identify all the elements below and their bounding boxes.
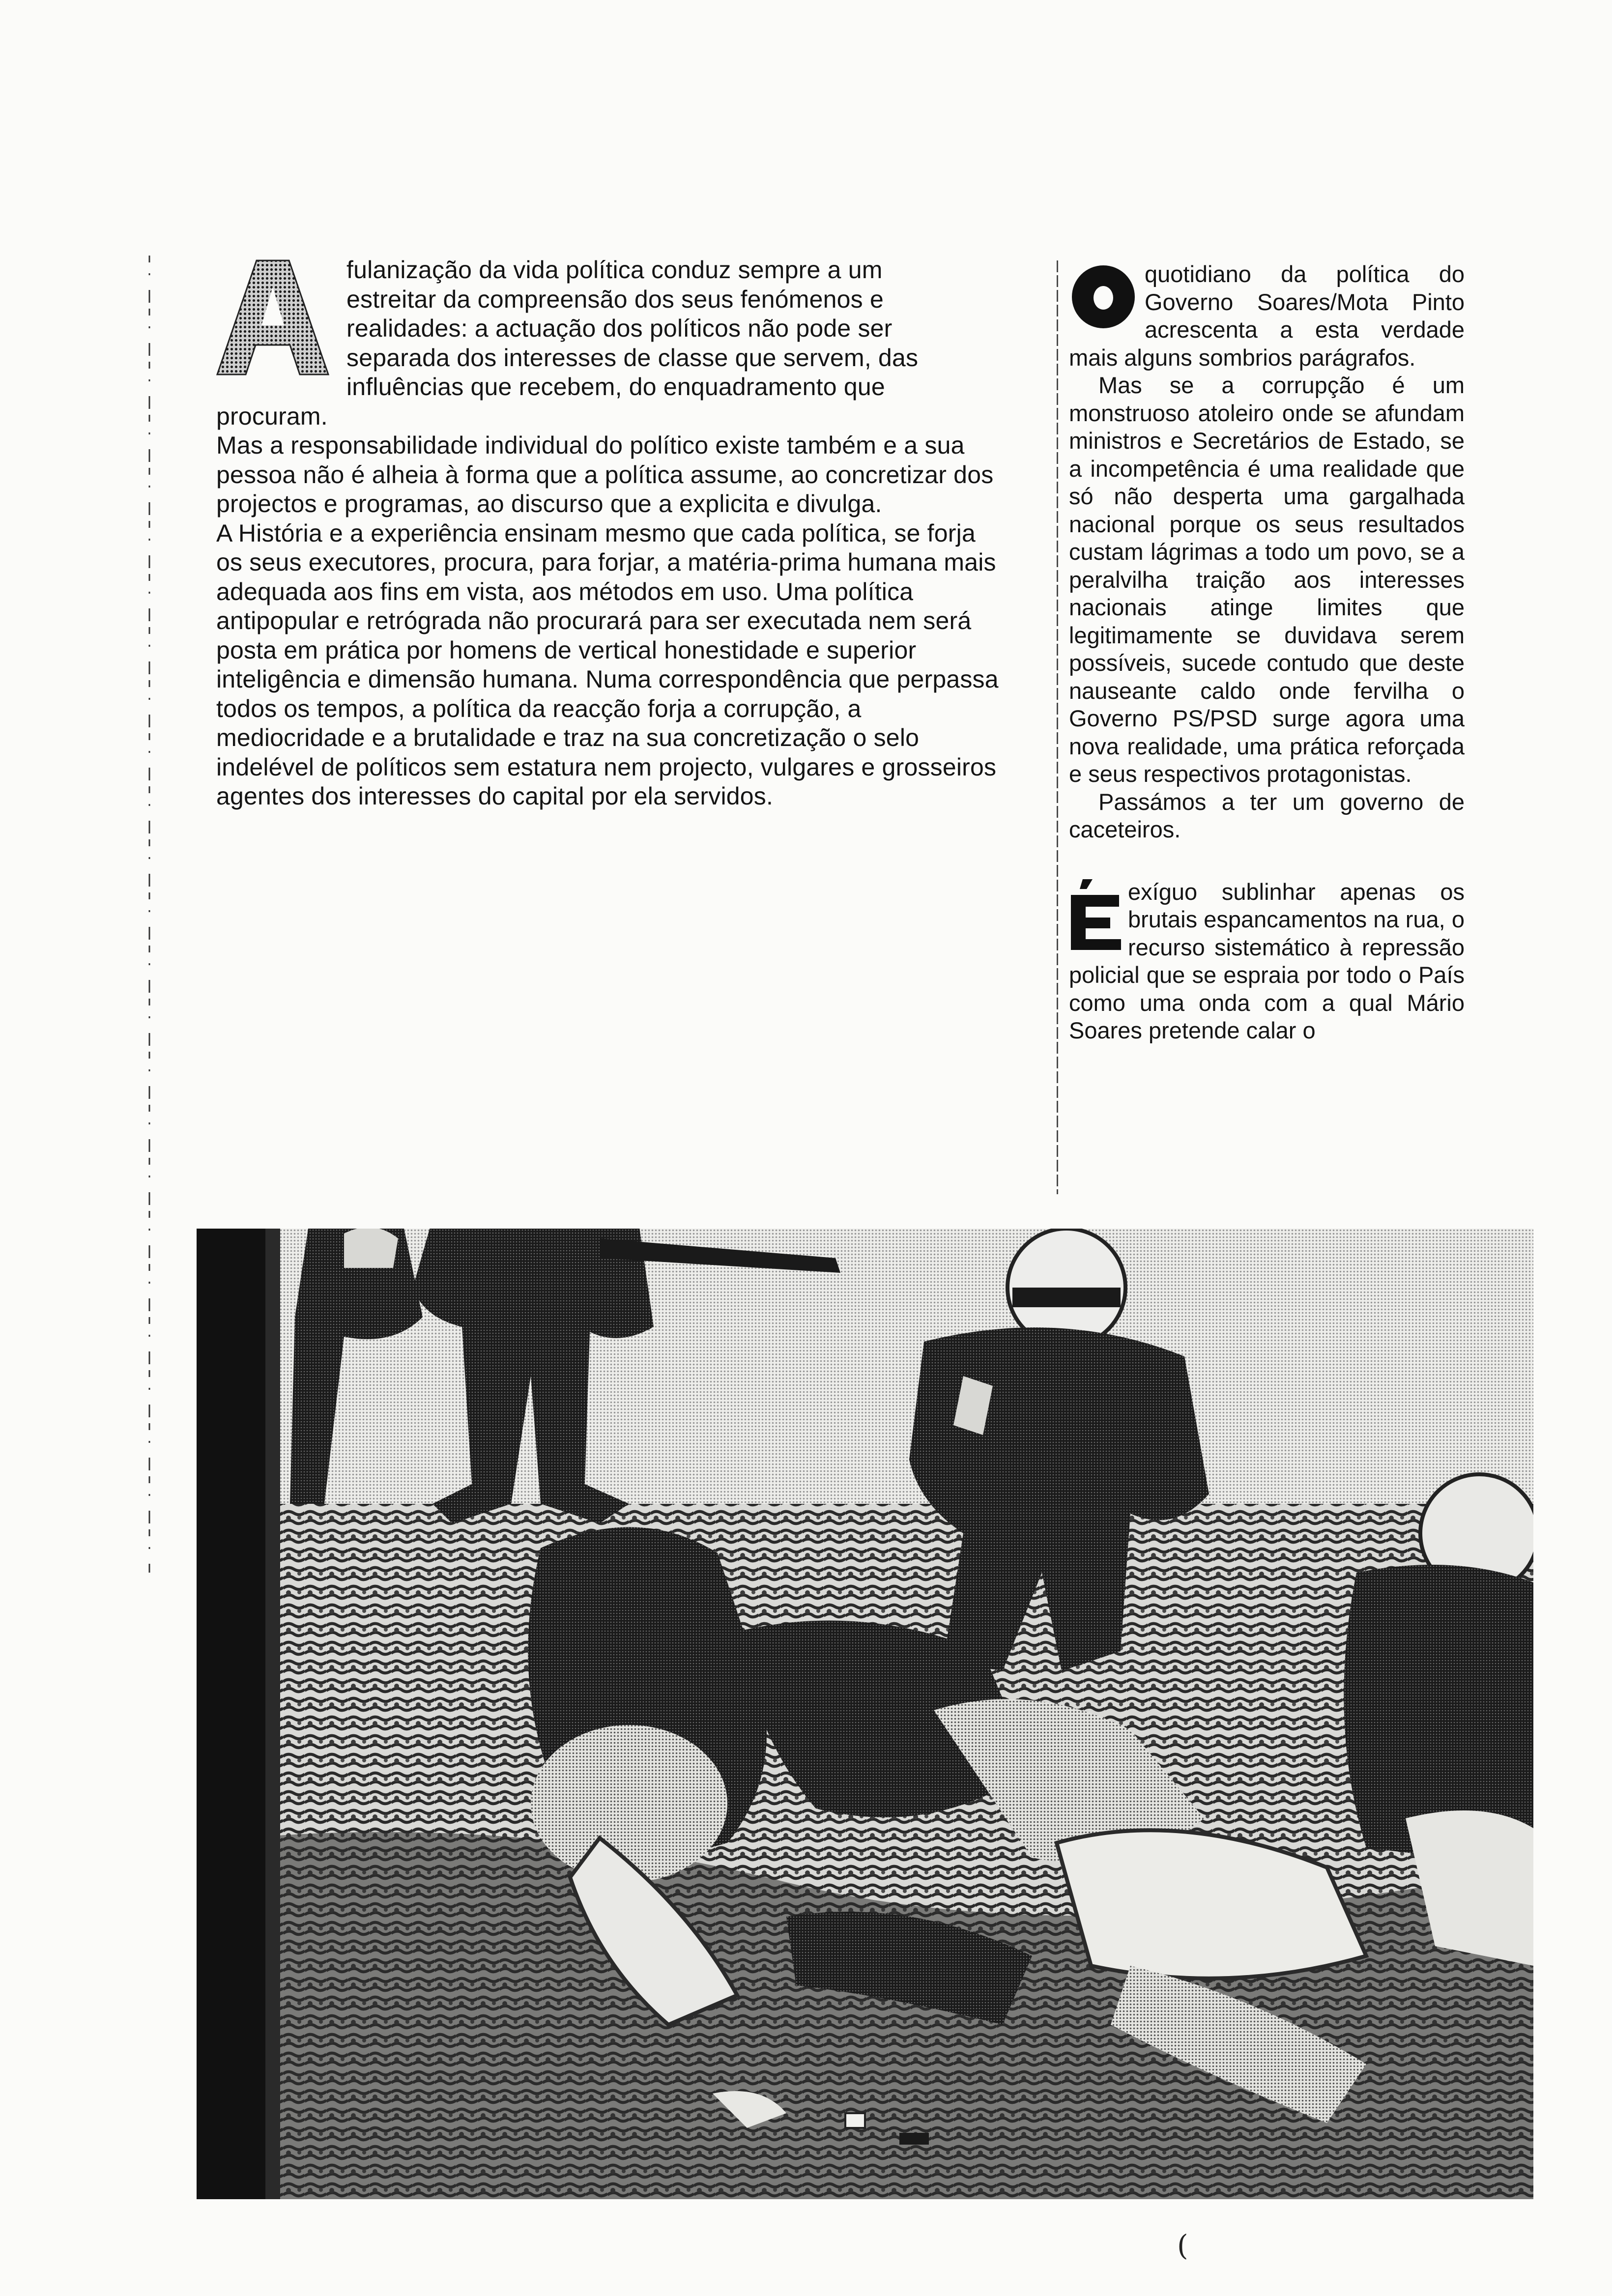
paragraph: exíguo sublinhar apenas os brutais espancamentos na rua, o recurso sistemático à repressão policial que se espraia por todo o País como uma onda com a qual Mário Soares pretende calar o: [1069, 878, 1465, 1043]
paragraph: Mas a responsabilidade individual do político existe também e a sua pessoa não é alheia à forma que a política assume, ao concretizar dos projectos e programas, ao discurso que a explicita e divulga.: [216, 431, 994, 517]
lead-line: estreitar da compreensão dos seus fenómenos e: [346, 285, 884, 313]
lead-line: influências que recebem, do enquadramento que: [346, 373, 885, 401]
paragraph: Mas se a corrupção é um monstruoso atoleiro onde se afundam ministros e Secretários de Estado, se a incompetência é uma realidade que só não desperta uma gargalhada nacional porque os seus resultados custam lágrimas a todo um povo, se a peralvilha traição aos interesses nacionais atinge limites que legitimamente se duvidava serem possíveis, sucede contudo que deste nauseante caldo onde fervilha o Governo PS/PSD surge agora uma nova realidade, uma prática reforçada e seus respectivos protagonistas.: [1069, 372, 1465, 787]
drop-cap-o-icon: [1069, 262, 1138, 331]
left-column: [216, 256, 1008, 811]
scan-edge-mark: [147, 256, 151, 1573]
section-gap: [1069, 844, 1465, 878]
lead-line: fulanização da vida política conduz sempre a um: [346, 256, 883, 284]
paragraph: quotidiano da política do Governo Soares/Mota Pinto acrescenta a esta verdade mais alguns sombrios parágrafos.: [1069, 261, 1465, 371]
paragraph: Passámos a ter um governo de caceteiros.: [1069, 788, 1465, 842]
right-column: [1069, 260, 1465, 1045]
footer-mark: (: [1177, 2229, 1188, 2262]
lead-tail: procuram.: [216, 402, 328, 430]
column-divider: [1057, 260, 1058, 1194]
paragraph: A História e a experiência ensinam mesmo que cada política, se forja os seus executores, procura, para forjar, a matéria-prima humana mais adequada aos fins em vista, aos métodos em uso. Uma política antipopular e retrógrada não procurará para ser executada nem será posta em prática por homens de vertical honestidade e superior inteligência e dimensão humana. Numa correspondência que perpassa todos os tempos, a política da reacção forja a corrupção, a mediocridade e a brutalidade e traz na sua concretização o selo indelével de políticos sem estatura nem projecto, vulgares e grosseiros agentes dos interesses do capital por ela servidos.: [216, 519, 999, 810]
drop-cap-a-icon: [216, 258, 329, 376]
lead-paragraph: [346, 256, 1008, 402]
drop-cap-e-icon: [1069, 878, 1123, 952]
riot-police-photograph: [197, 1229, 1533, 2199]
lead-line: realidades: a actuação dos políticos não pode ser: [346, 315, 892, 342]
lead-line: separada dos interesses de classe que servem, das: [346, 344, 919, 372]
